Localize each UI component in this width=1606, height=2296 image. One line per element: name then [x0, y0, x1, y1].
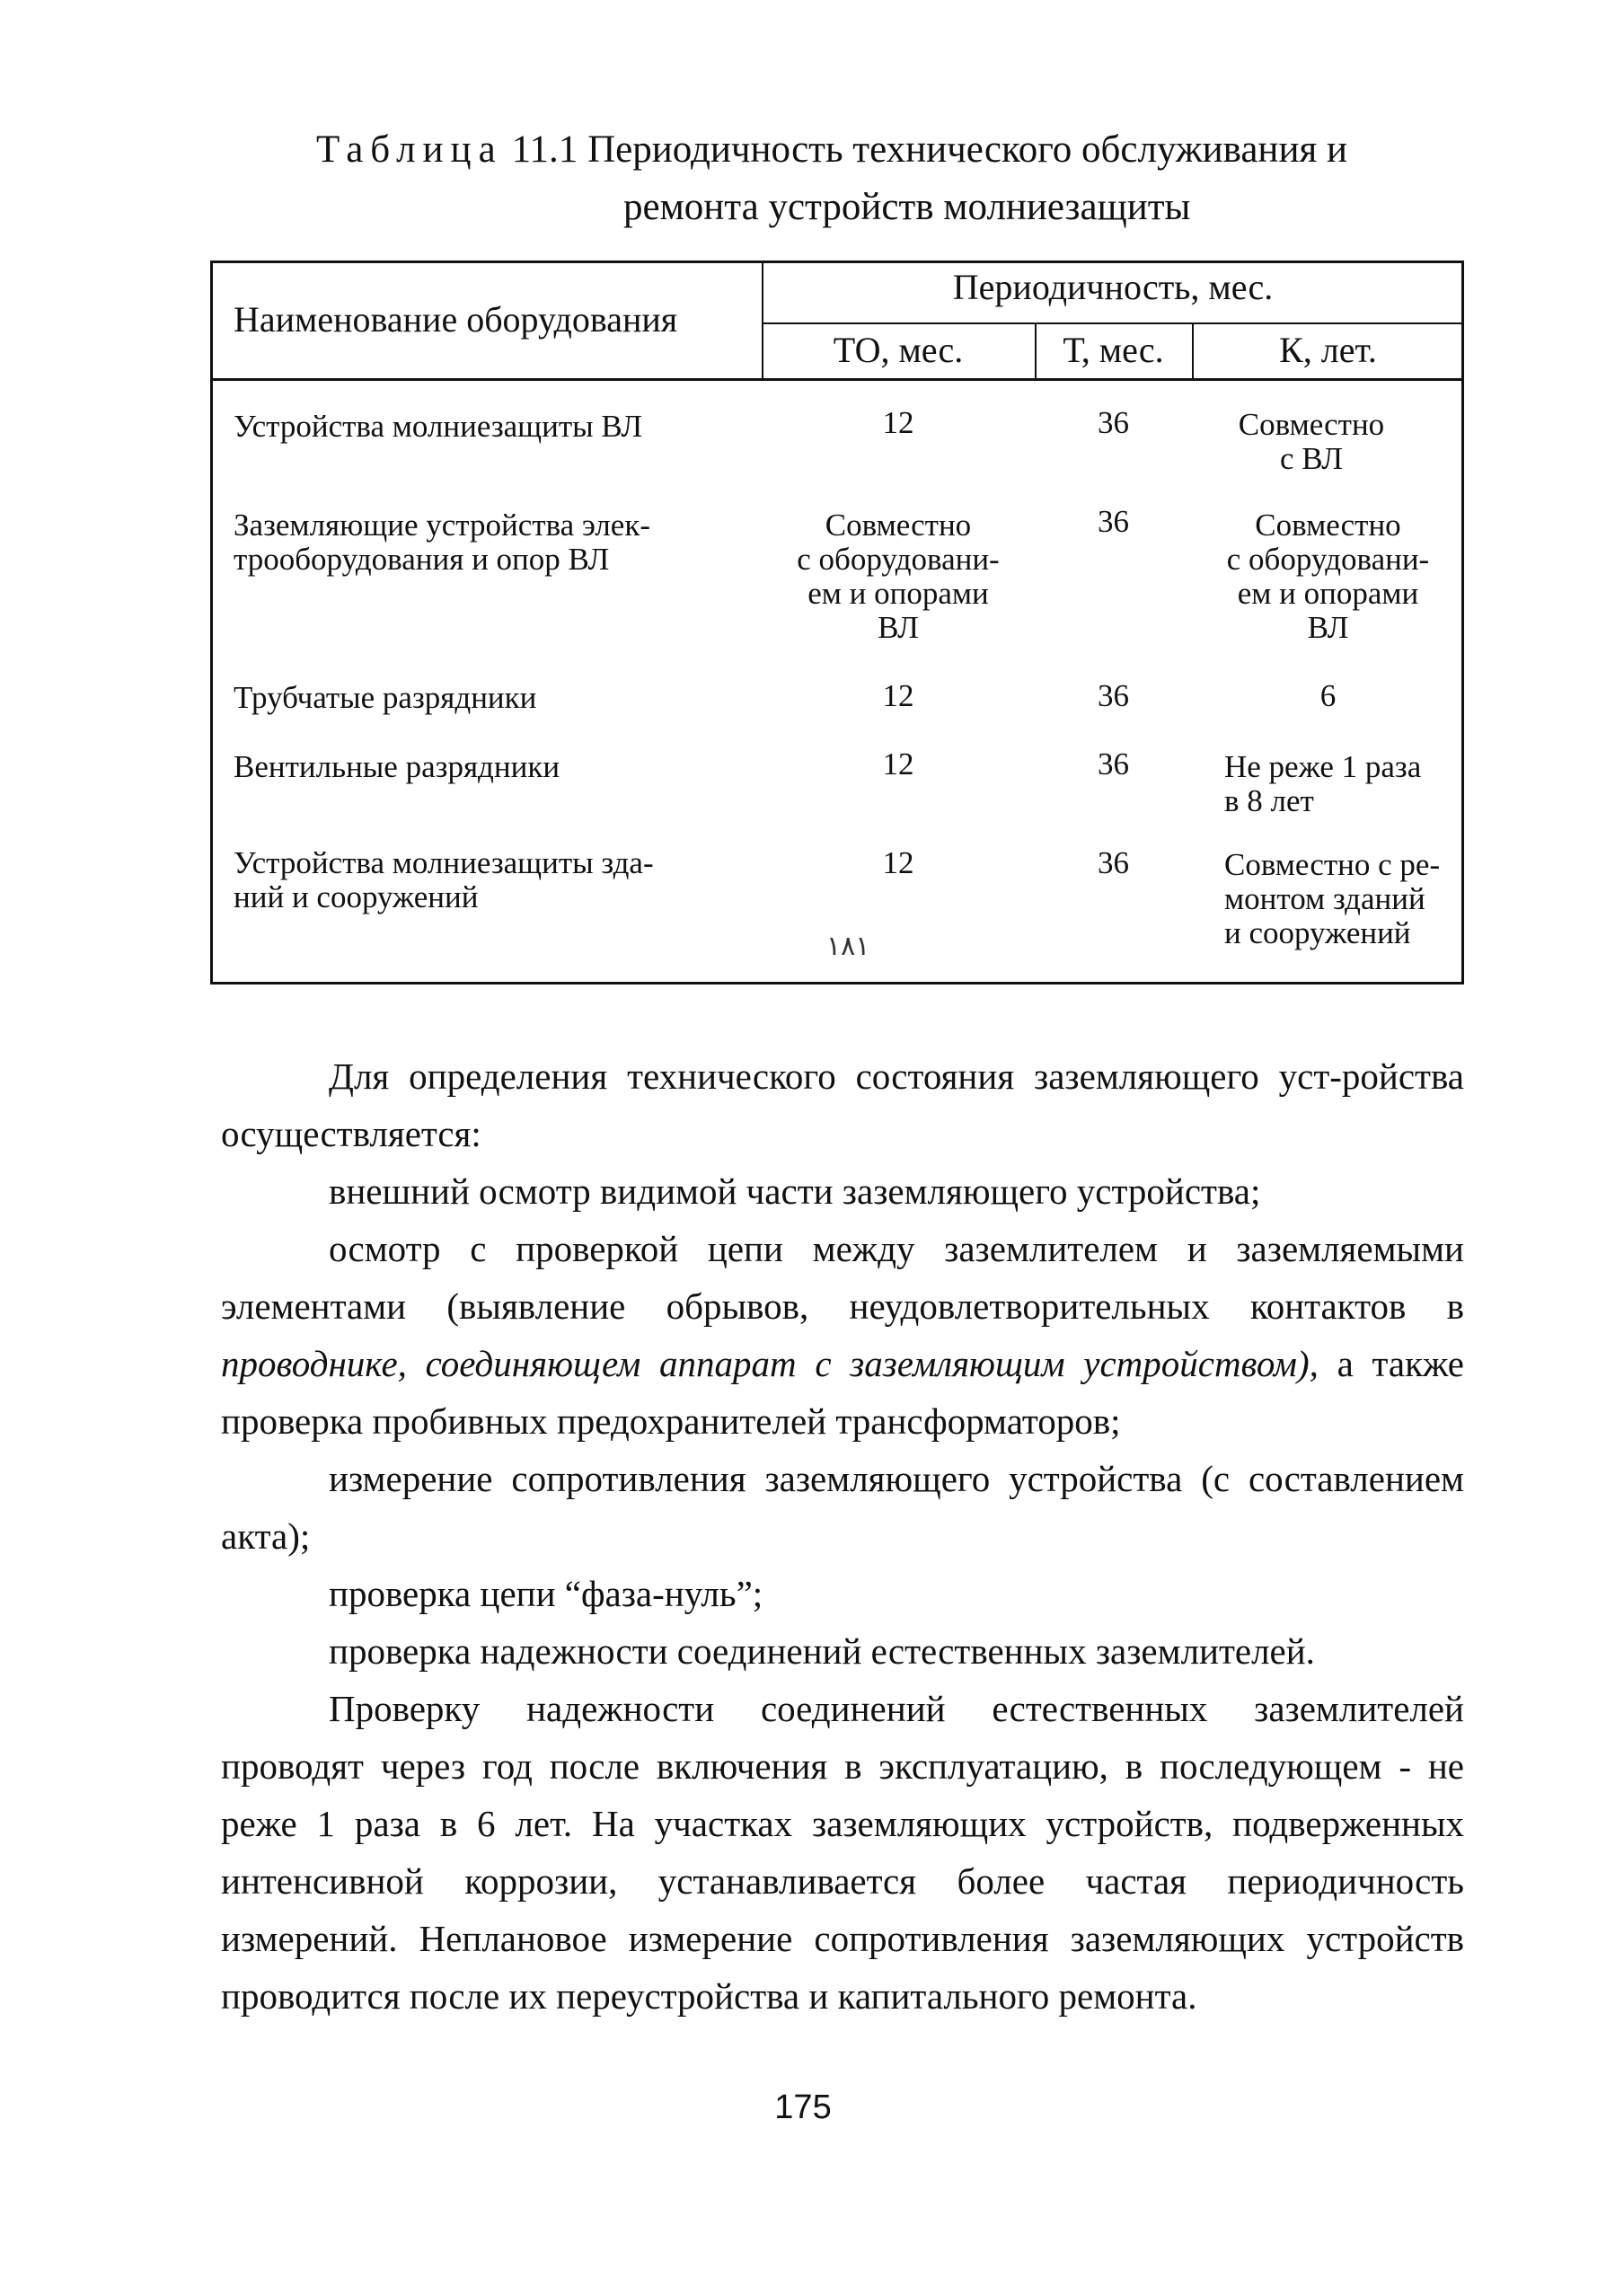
row-5-t: 36	[1098, 845, 1129, 880]
table-left-border	[210, 261, 213, 985]
caption-number: 11.1	[511, 128, 578, 171]
row-2-k-line-4: ВЛ	[1307, 610, 1349, 645]
row-4-k-line-1: Не реже 1 раза	[1224, 749, 1422, 784]
row-2-to-line-2: с оборудовани-	[797, 542, 1000, 577]
list-item-2	[221, 1220, 1464, 1450]
row-4-to-line-1: 12	[882, 746, 914, 782]
row-1-name-line-1: Устройства молниезащиты ВЛ	[234, 409, 643, 444]
row-1-to	[762, 406, 1035, 440]
row-1-to-line-1: 12	[882, 405, 914, 440]
row-1-k	[1192, 408, 1431, 476]
row-5-name-line-1: Устройства молниезащиты зда-	[234, 845, 654, 880]
row-2-to	[762, 508, 1035, 645]
row-2-name-line-2: трооборудования и опор ВЛ	[234, 542, 610, 577]
list-item-2-part-1: осмотр с проверкой цепи между заземлителем и заземляемыми элементами (выявление обрывов, неудовлетворительных контактов в	[221, 1228, 1464, 1327]
row-2-k	[1192, 508, 1464, 645]
header-to: ТО, мес.	[833, 330, 964, 370]
caption-line-1	[316, 128, 1347, 172]
table-top-border	[210, 261, 1464, 263]
row-5-k-line-3: и сооружений	[1224, 915, 1411, 950]
row-3-to-line-1: 12	[882, 678, 914, 713]
list-item-2-italic: проводнике, соединяющем аппарат с заземляющим устройством),	[221, 1343, 1319, 1384]
caption-title-part-1: Периодичность технического обслуживания и	[587, 128, 1347, 171]
page-number: 175	[774, 2088, 832, 2126]
row-4-k-line-2: в 8 лет	[1224, 783, 1314, 818]
row-3-t: 36	[1098, 678, 1129, 713]
group-header-underline	[762, 322, 1464, 324]
paragraph-conclusion: Проверку надежности соединений естественных заземлителей проводят через год после включения в эксплуатацию, в последующем - не реже 1 раза в 6 лет. На участках заземляющих устройств, подверженных интенсивной коррозии, устанавливается более частая периодичность измерений. Неплановое измерение сопротивления заземляющих устройств проводится после их переустройства и капитального ремонта.	[221, 1688, 1464, 2017]
header-separator	[210, 378, 1464, 381]
list-item-2-part-2: а также проверка пробивных предохранителей трансформаторов;	[221, 1343, 1465, 1442]
row-2-to-line-1: Совместно	[825, 508, 972, 543]
list-item-5: проверка надежности соединений естественных заземлителей.	[329, 1630, 1315, 1672]
row-4-t: 36	[1098, 746, 1129, 782]
row-5-name-line-2: ний и сооружений	[234, 879, 479, 914]
row-3-k-line-1: 6	[1319, 678, 1337, 713]
row-2-name-line-1: Заземляющие устройства элек-	[234, 508, 650, 543]
row-3-name	[234, 681, 536, 715]
row-1-k-line-2: с ВЛ	[1279, 441, 1344, 476]
header-periodicity: Периодичность, мес.	[952, 267, 1274, 307]
table-bottom-border	[210, 982, 1464, 985]
row-2-k-line-3: ем и опорами	[1237, 576, 1419, 611]
row-5-to	[762, 846, 1035, 880]
list-item-3: измерение сопротивления заземляющего устройства (с составлением акта);	[221, 1458, 1464, 1557]
row-2-to-line-4: ВЛ	[878, 610, 919, 645]
list-item-4: проверка цепи “фаза-нуль”;	[329, 1573, 763, 1614]
row-2-t: 36	[1098, 504, 1129, 539]
row-1-t: 36	[1098, 405, 1129, 440]
row-5-name	[234, 846, 654, 914]
row-4-to	[762, 747, 1035, 782]
row-2-k-line-1: Совместно	[1255, 508, 1401, 543]
header-name: Наименование оборудования	[234, 299, 678, 340]
header-k: К, лет.	[1279, 330, 1377, 370]
paragraph-intro: Для определения технического состояния заземляющего уст-ройства осуществляется:	[221, 1055, 1464, 1154]
row-3-k	[1192, 679, 1464, 713]
row-4-name	[234, 750, 560, 784]
row-3-name-line-1: Трубчатые разрядники	[234, 680, 537, 715]
maintenance-table	[210, 261, 1464, 985]
stamp-mark: ۱۸۱	[826, 932, 870, 961]
list-item-1: внешний осмотр видимой части заземляющего устройства;	[329, 1170, 1261, 1212]
caption-line-2: ремонта устройств молниезащиты	[623, 186, 1191, 228]
row-2-to-line-3: ем и опорами	[807, 576, 989, 611]
header-t: Т, мес.	[1063, 330, 1164, 370]
row-1-k-line-1: Совместно	[1238, 407, 1385, 442]
row-5-to-line-1: 12	[882, 845, 914, 880]
row-1-name	[234, 410, 642, 444]
row-2-name	[234, 508, 650, 577]
row-4-k	[1192, 750, 1421, 818]
row-5-k	[1192, 848, 1440, 950]
row-3-to	[762, 679, 1035, 713]
row-4-name-line-1: Вентильные разрядники	[234, 749, 560, 784]
caption-label: Таблица	[316, 128, 503, 171]
row-2-k-line-2: с оборудовани-	[1226, 542, 1430, 577]
row-5-k-line-2: монтом зданий	[1224, 881, 1425, 916]
row-5-k-line-1: Совместно с ре-	[1224, 847, 1441, 882]
